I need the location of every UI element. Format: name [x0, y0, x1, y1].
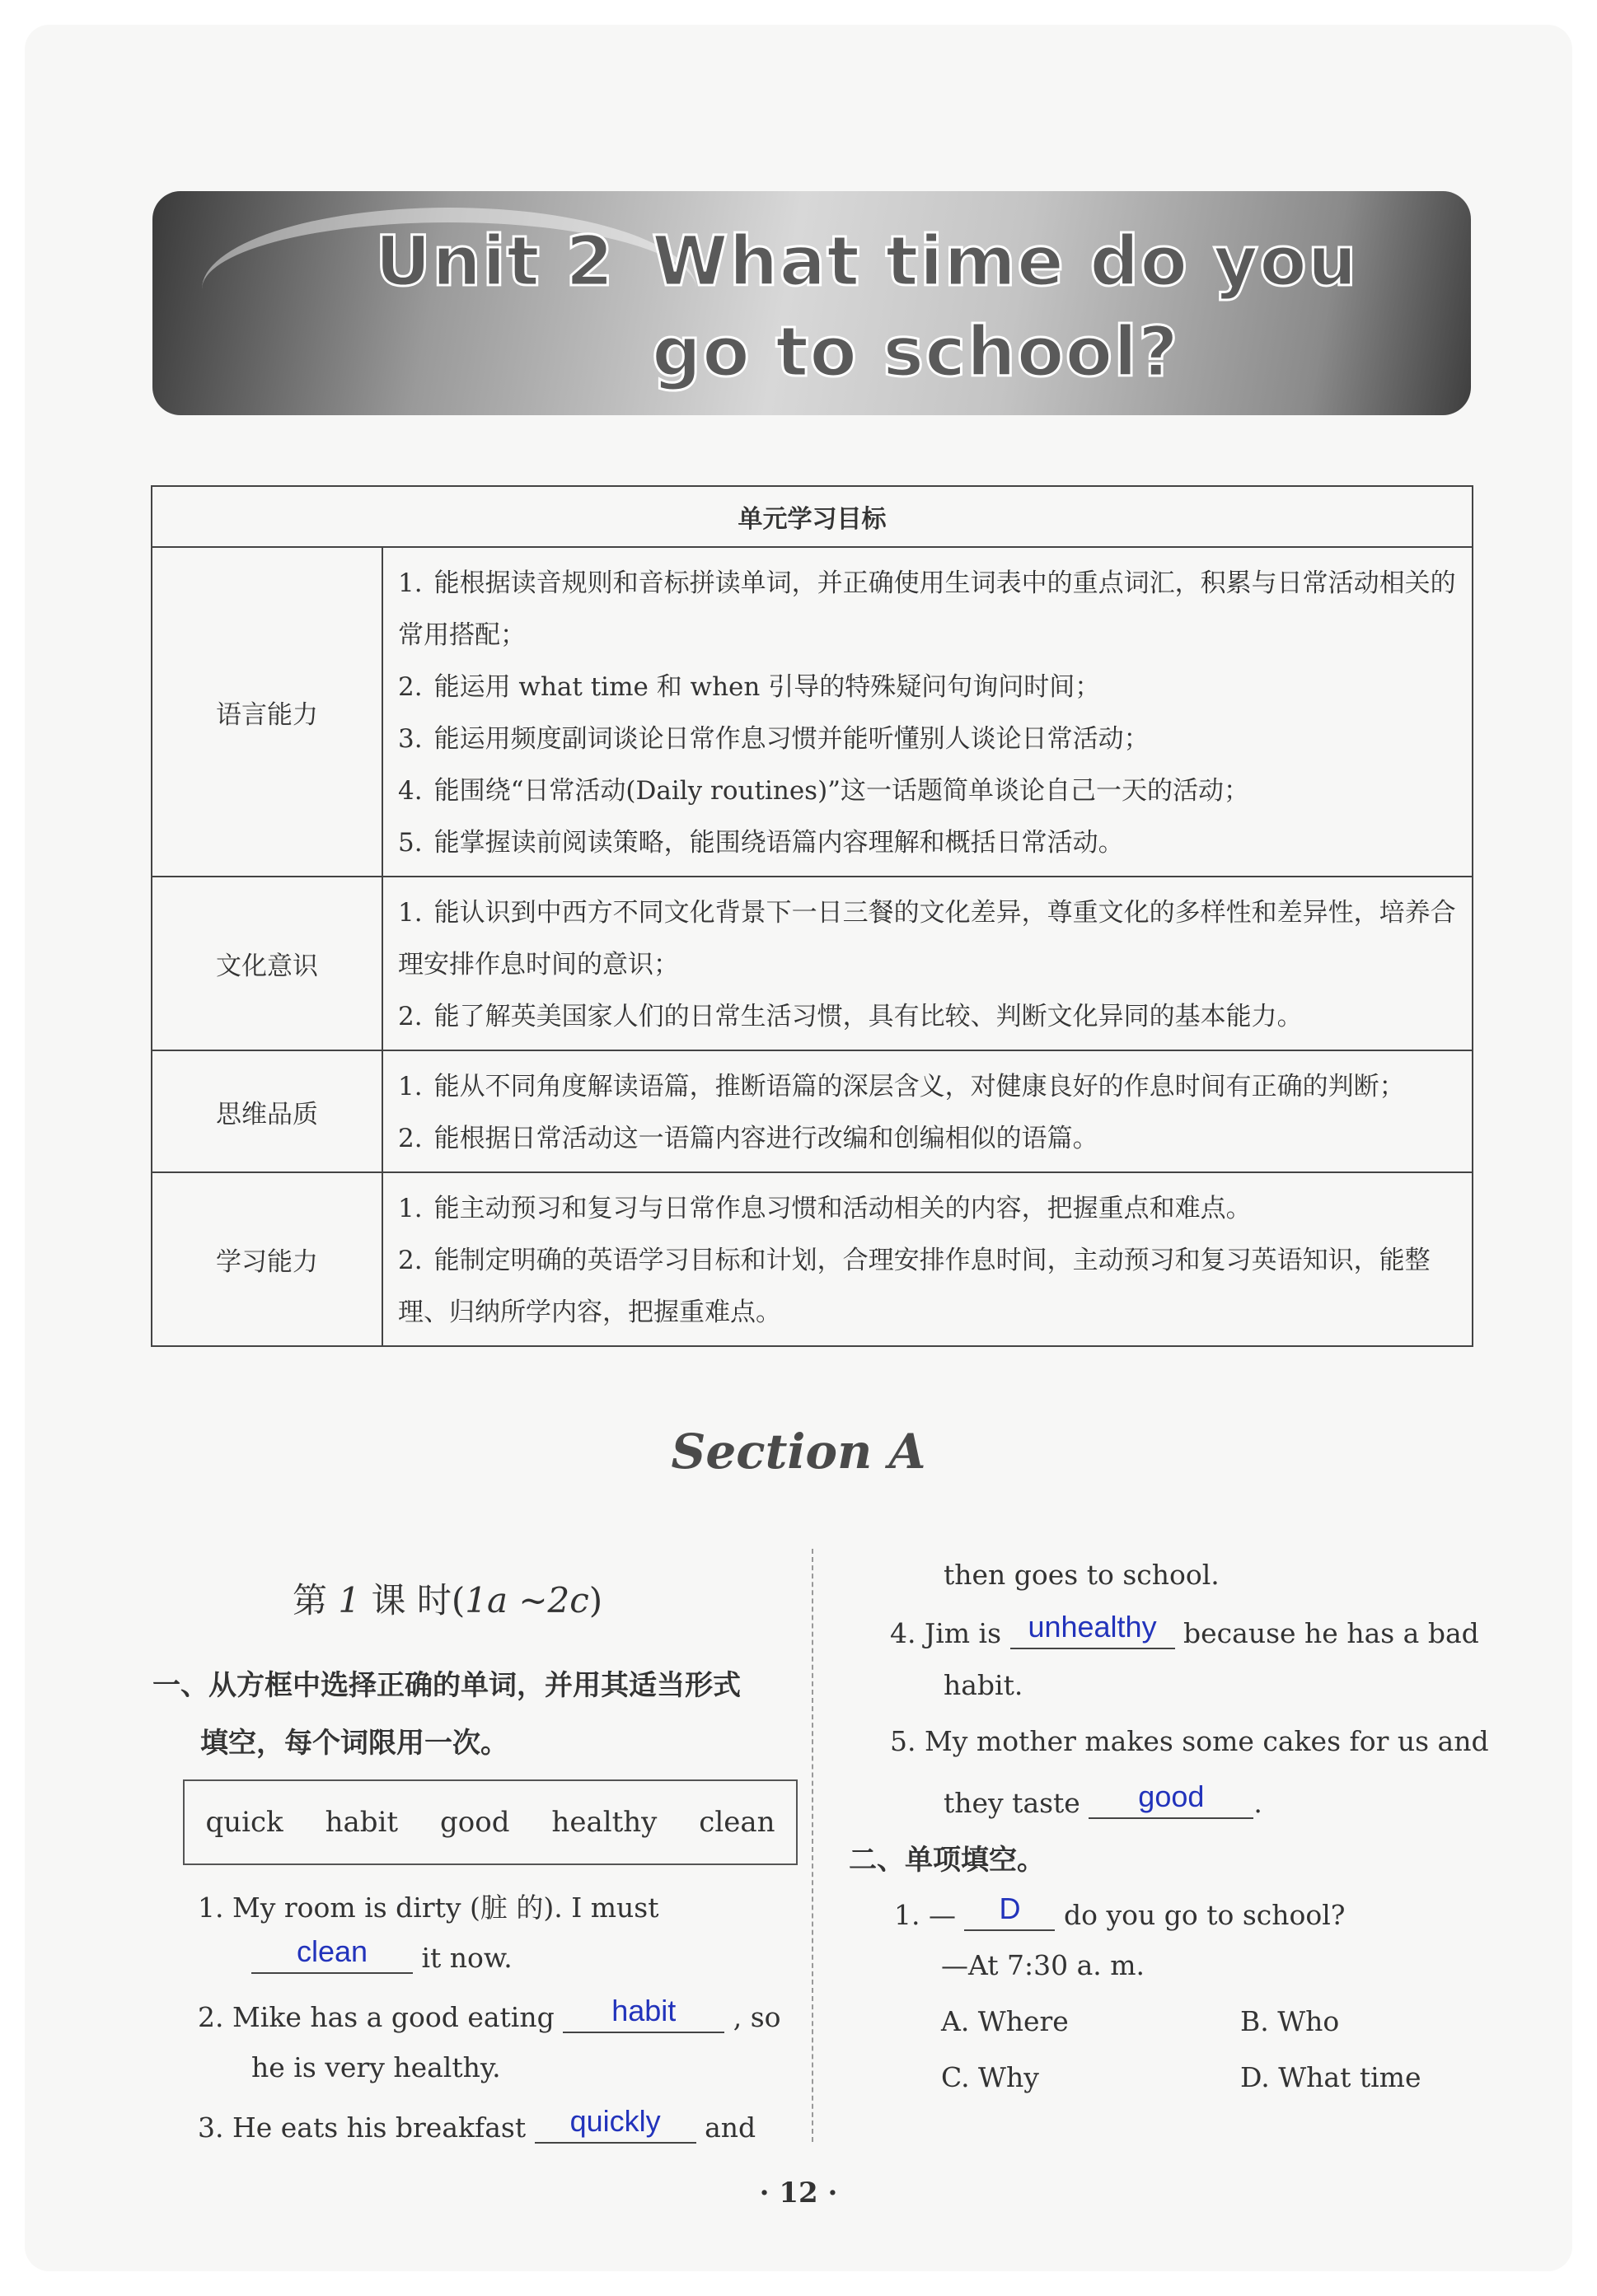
goals-items: [382, 1172, 1473, 1346]
answer-text: clean: [296, 1934, 368, 1968]
unit-title-line1: What time do you: [652, 221, 1358, 302]
goal-item: 1. 能根据读音规则和音标拼读单词，并正确使用生词表中的重点词汇，积累与日常活动相关的常用搭配；: [398, 568, 1456, 650]
word-bank-word: clean: [699, 1806, 775, 1839]
goals-row-culture: [152, 877, 1473, 1050]
unit-title-line2: go to school?: [652, 311, 1179, 392]
question-1-line1: 1. My room is dirty (脏 的). I must: [198, 1892, 659, 1924]
goal-item: 2. 能了解英美国家人们的日常生活习惯，具有比较、判断文化异同的基本能力。: [398, 1002, 1303, 1031]
question-1-line2: clean it now.: [251, 1936, 513, 1974]
answer-text: quickly: [569, 2104, 661, 2138]
word-bank-word: habit: [325, 1806, 399, 1839]
answer-blank[interactable]: [964, 1893, 1055, 1931]
question-4-line2: habit.: [944, 1669, 1023, 1701]
unit-number: Unit 2: [375, 221, 615, 302]
question-4-line1: 4. Jim is unhealthy because he has a bad: [890, 1610, 1479, 1649]
goals-category: 学习能力: [152, 1172, 382, 1346]
goals-items: [382, 877, 1473, 1050]
answer-text: good: [1138, 1779, 1205, 1813]
option-c[interactable]: C. Why: [941, 2061, 1039, 2093]
lesson-title: 第 1 课 时(1a ~2c): [293, 1580, 603, 1620]
goal-item: 1. 能从不同角度解读语篇，推断语篇的深层含义，对健康良好的作息时间有正确的判断；: [398, 1072, 1405, 1101]
answer-blank[interactable]: [251, 1936, 413, 1974]
goal-item: 5. 能掌握读前阅读策略，能围绕语篇内容理解和概括日常活动。: [398, 828, 1124, 858]
question-3-line2: then goes to school.: [944, 1559, 1220, 1591]
word-bank-word: healthy: [551, 1806, 658, 1839]
goal-item: 2. 能根据日常活动这一语篇内容进行改编和创编相似的语篇。: [398, 1124, 1098, 1153]
goal-item: 4. 能围绕“日常活动(Daily routines)”这一话题简单谈论自己一天的活动；: [398, 776, 1250, 806]
mc-question-1-answer-line: —At 7:30 a. m.: [941, 1949, 1145, 1981]
unit-goals-table: [151, 485, 1473, 1347]
goals-category: 语言能力: [152, 547, 382, 877]
answer-text: unhealthy: [1028, 1610, 1157, 1644]
question-2-line2: he is very healthy.: [251, 2051, 501, 2083]
goal-item: 2. 能运用 what time 和 when 引导的特殊疑问句询问时间；: [398, 672, 1101, 702]
part2-heading: 二、单项填空。: [849, 1844, 1045, 1877]
column-divider: [812, 1549, 813, 2142]
part1-heading-cont: 填空，每个词限用一次。: [200, 1727, 508, 1760]
question-2-line1: 2. Mike has a good eating habit , so: [198, 1994, 781, 2033]
question-5-line1: 5. My mother makes some cakes for us and: [890, 1725, 1489, 1757]
word-bank-box: [183, 1779, 798, 1865]
goals-category: 文化意识: [152, 877, 382, 1050]
word-bank-word: good: [440, 1806, 510, 1839]
goals-items: [382, 547, 1473, 877]
question-5-line2: they taste good .: [944, 1779, 1262, 1819]
goals-row-learning: [152, 1172, 1473, 1346]
option-b[interactable]: B. Who: [1240, 2005, 1340, 2037]
goal-item: 3. 能运用频度副词谈论日常作息习惯并能听懂别人谈论日常活动；: [398, 724, 1150, 754]
question-3-line1: 3. He eats his breakfast quickly and: [198, 2104, 756, 2144]
answer-blank[interactable]: [535, 2106, 696, 2144]
goal-item: 1. 能认识到中西方不同文化背景下一日三餐的文化差异，尊重文化的多样性和差异性，培养合理安排作息时间的意识；: [398, 898, 1456, 980]
answer-text: D: [999, 1892, 1021, 1925]
goals-row-language: [152, 547, 1473, 877]
goals-category: 思维品质: [152, 1050, 382, 1172]
option-d[interactable]: D. What time: [1240, 2061, 1421, 2093]
answer-text: habit: [611, 1994, 677, 2027]
goals-row-thinking: [152, 1050, 1473, 1172]
goals-table-header: 单元学习目标: [152, 486, 1473, 547]
answer-blank[interactable]: [563, 1995, 724, 2033]
goal-item: 2. 能制定明确的英语学习目标和计划，合理安排作息时间，主动预习和复习英语知识，能整理、归纳所学内容，把握重难点。: [398, 1246, 1431, 1327]
unit-title-banner: [152, 191, 1471, 415]
word-bank-word: quick: [205, 1806, 283, 1839]
part1-heading: 一、从方框中选择正确的单词，并用其适当形式: [152, 1669, 741, 1702]
answer-blank[interactable]: [1010, 1611, 1175, 1649]
goal-item: 1. 能主动预习和复习与日常作息习惯和活动相关的内容，把握重点和难点。: [398, 1194, 1252, 1223]
mc-question-1: 1. — D do you go to school?: [894, 1892, 1346, 1931]
answer-blank[interactable]: [1089, 1781, 1253, 1819]
section-title: Section A: [671, 1424, 926, 1480]
option-a[interactable]: A. Where: [941, 2005, 1069, 2037]
goals-items: [382, 1050, 1473, 1172]
page-number: · 12 ·: [759, 2177, 838, 2209]
